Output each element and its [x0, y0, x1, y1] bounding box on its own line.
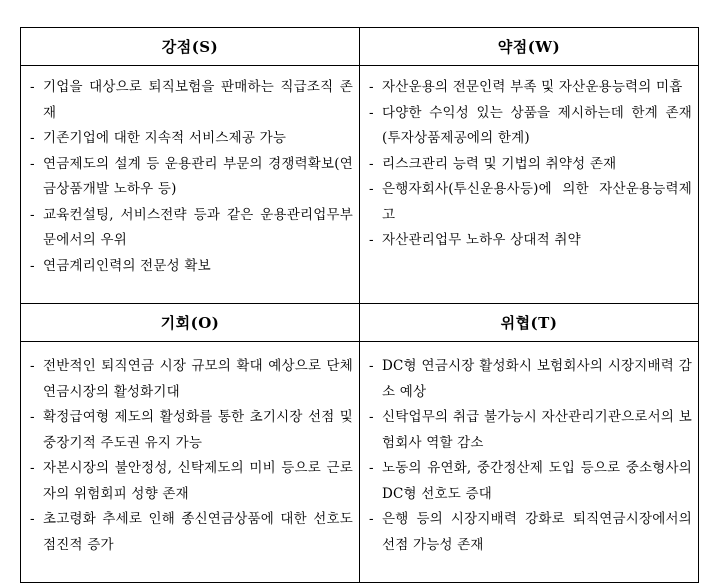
strength-item: - 교육컨설팅, 서비스전략 등과 같은 운용관리업무부문에서의 우위 — [29, 203, 353, 254]
strength-item: - 기업을 대상으로 퇴직보험을 판매하는 직급조직 존재 — [29, 75, 353, 126]
threat-cell — [360, 342, 699, 583]
strength-list — [29, 75, 353, 279]
opportunity-header: 기회(O) — [21, 304, 360, 342]
weakness-list — [368, 75, 692, 254]
weakness-cell — [360, 66, 699, 304]
strength-header: 강점(S) — [21, 28, 360, 66]
opportunity-list — [29, 354, 353, 558]
weakness-item: - 자산관리업무 노하우 상대적 취약 — [368, 228, 692, 254]
threat-item: - 신탁업무의 취급 불가능시 자산관리기관으로서의 보험회사 역할 감소 — [368, 405, 692, 456]
body-row-top — [21, 66, 699, 304]
opportunity-item: - 자본시장의 불안정성, 신탁제도의 미비 등으로 근로자의 위험회피 성향 존재 — [29, 456, 353, 507]
threat-item: - 노동의 유연화, 중간정산제 도입 등으로 중소형사의 DC형 선호도 증대 — [368, 456, 692, 507]
threat-header: 위협(T) — [360, 304, 699, 342]
weakness-header: 약점(W) — [360, 28, 699, 66]
threat-list — [368, 354, 692, 558]
threat-item: - DC형 연금시장 활성화시 보험회사의 시장지배력 감소 예상 — [368, 354, 692, 405]
weakness-item: - 은행자회사(투신운용사등)에 의한 자산운용능력제고 — [368, 177, 692, 228]
opportunity-item: - 전반적인 퇴직연금 시장 규모의 확대 예상으로 단체연금시장의 활성화기대 — [29, 354, 353, 405]
threat-item: - 은행 등의 시장지배력 강화로 퇴직연금시장에서의 선점 가능성 존재 — [368, 507, 692, 558]
body-row-bottom — [21, 342, 699, 583]
strength-cell — [21, 66, 360, 304]
strength-item: - 연금계리인력의 전문성 확보 — [29, 254, 353, 280]
header-row-bottom — [21, 304, 699, 342]
strength-item: - 연금제도의 설계 등 운용관리 부문의 경쟁력확보(연금상품개발 노하우 등) — [29, 152, 353, 203]
opportunity-item: - 확정급여형 제도의 활성화를 통한 초기시장 선점 및 중장기적 주도권 유지 가능 — [29, 405, 353, 456]
opportunity-item: - 초고령화 추세로 인해 종신연금상품에 대한 선호도 점진적 증가 — [29, 507, 353, 558]
swot-table — [20, 27, 699, 583]
weakness-item: - 자산운용의 전문인력 부족 및 자산운용능력의 미흡 — [368, 75, 692, 101]
weakness-item: - 리스크관리 능력 및 기법의 취약성 존재 — [368, 152, 692, 178]
header-row-top — [21, 28, 699, 66]
strength-item: - 기존기업에 대한 지속적 서비스제공 가능 — [29, 126, 353, 152]
opportunity-cell — [21, 342, 360, 583]
weakness-item: - 다양한 수익성 있는 상품을 제시하는데 한계 존재(투자상품제공에의 한계) — [368, 101, 692, 152]
